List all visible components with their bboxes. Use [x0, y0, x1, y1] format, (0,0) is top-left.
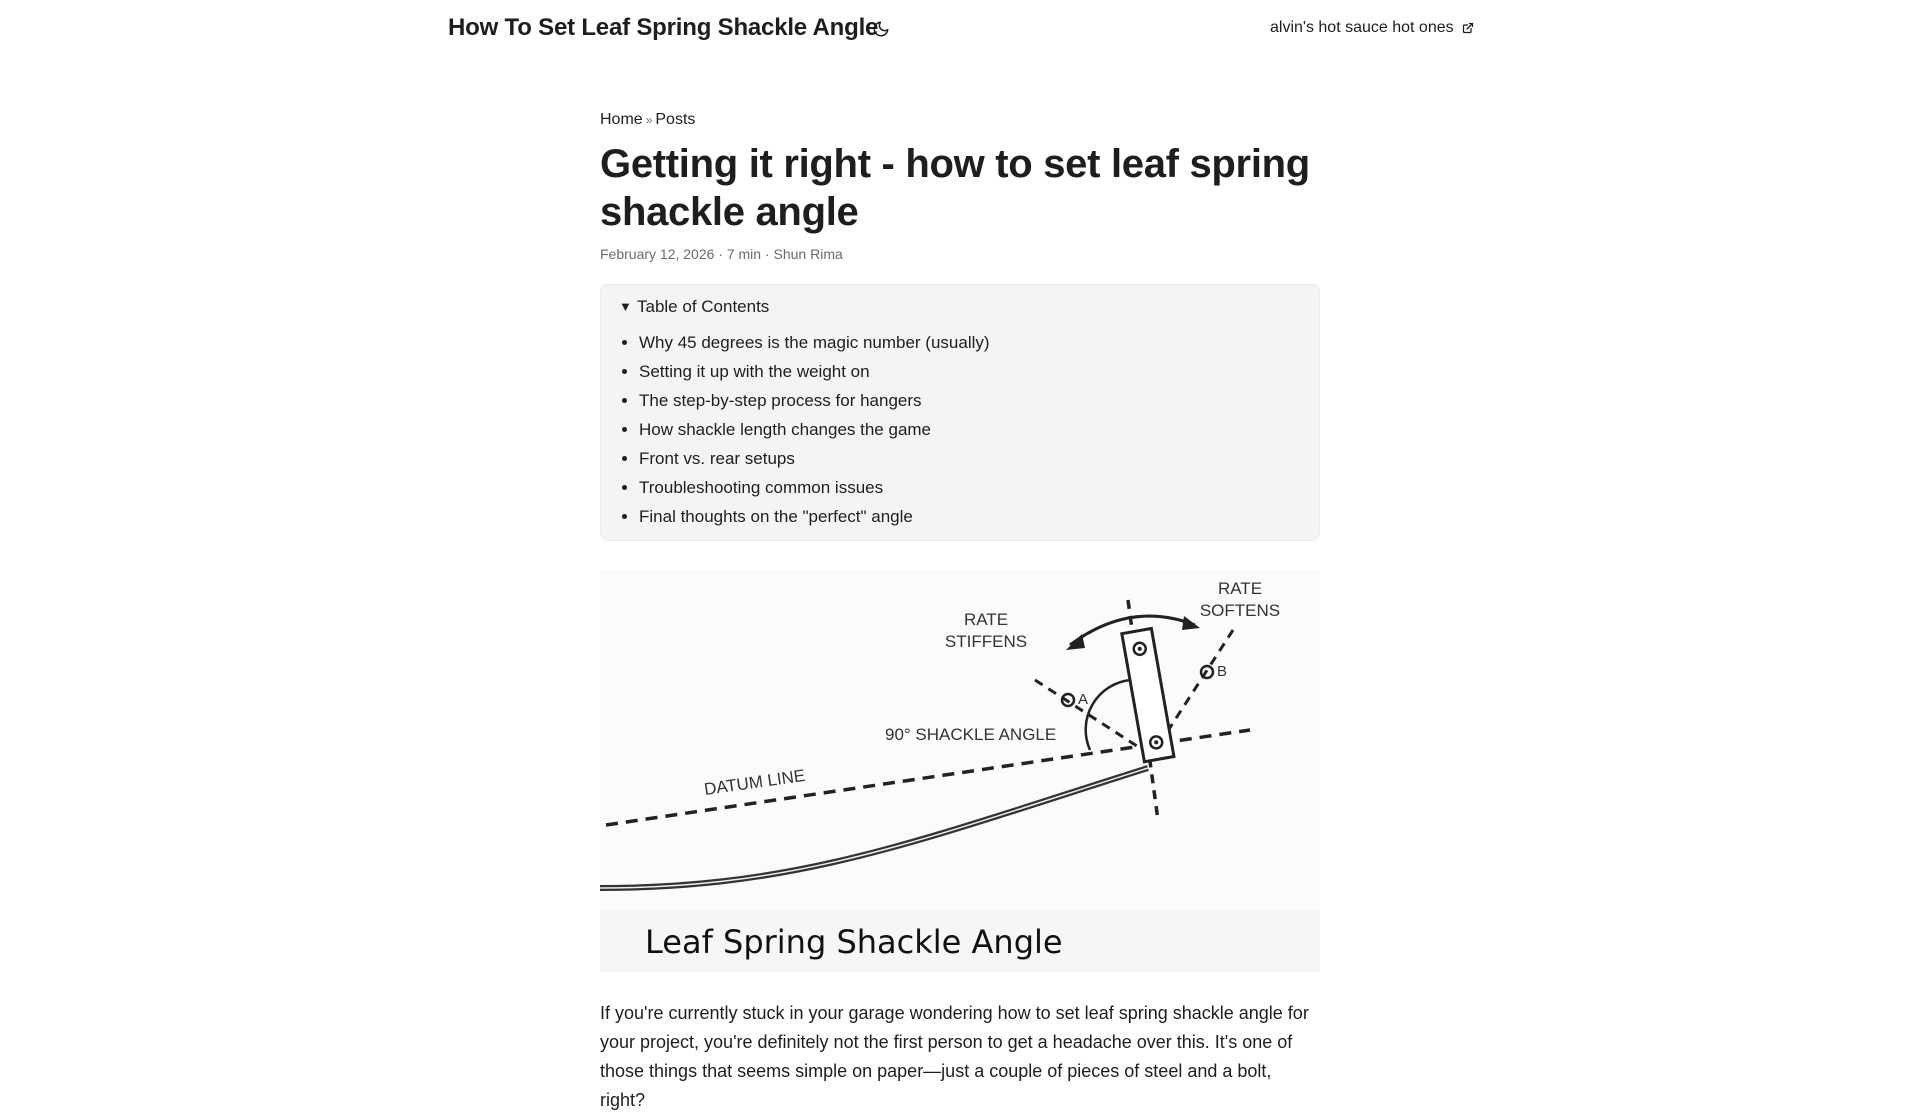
toc-link-shackle-length[interactable]: How shackle length changes the game [639, 420, 932, 439]
diagram-label-rate-stiffens-2: STIFFENS [944, 632, 1028, 651]
toc-item [639, 386, 1301, 415]
post-main [600, 108, 1320, 1115]
toc-item [639, 502, 1301, 531]
toc-link-step-by-step[interactable]: The step-by-step process for hangers [639, 391, 922, 410]
site-header [0, 0, 1920, 60]
table-of-contents [600, 284, 1320, 541]
diagram-label-rate-stiffens-1: RATE [963, 610, 1009, 629]
diagram-label-shackle-angle: 90° SHACKLE ANGLE [885, 725, 1057, 744]
diagram-label-a: A [1078, 691, 1089, 708]
breadcrumb-home[interactable]: Home [600, 111, 643, 128]
site-title-link[interactable]: How To Set Leaf Spring Shackle Angle [448, 14, 879, 41]
toc-link-magic-number[interactable]: Why 45 degrees is the magic number (usually) [639, 333, 990, 352]
post-content [600, 999, 1320, 1115]
toc-toggle[interactable] [619, 295, 1301, 319]
toc-link-weight-on[interactable]: Setting it up with the weight on [639, 362, 870, 381]
diagram-label-b: B [1217, 663, 1228, 680]
diagram-caption: Leaf Spring Shackle Angle [645, 923, 1063, 961]
toc-item [639, 328, 1301, 357]
toc-item [639, 473, 1301, 502]
toc-item [639, 415, 1301, 444]
shackle-angle-diagram [600, 570, 1320, 972]
diagram-label-rate-softens-1: RATE [1217, 579, 1263, 598]
external-link-hot-sauce[interactable] [1270, 19, 1474, 37]
breadcrumb-posts[interactable]: Posts [655, 111, 696, 128]
diagram-label-rate-softens-2: SOFTENS [1199, 601, 1281, 620]
triangle-down-icon: ▼ [619, 299, 632, 314]
paragraph: If you're currently stuck in your garage wondering how to set leaf spring shackle angle for your project, you're definitely not the first person to get a headache over this. It's one of those things that seems simple on paper—just a couple of pieces of steel and a bolt, right? [600, 1003, 1309, 1110]
external-link-icon [1462, 22, 1474, 34]
post-meta: February 12, 2026 · 7 min · Shun Rima [600, 246, 843, 262]
toc-title: Table of Contents [637, 297, 770, 316]
external-link-label: alvin's hot sauce hot ones [1270, 19, 1454, 36]
toc-link-final-thoughts[interactable]: Final thoughts on the "perfect" angle [639, 507, 913, 526]
moon-icon [872, 20, 890, 38]
toc-item [639, 357, 1301, 386]
breadcrumb [600, 108, 1320, 132]
diagram-graphic [600, 570, 1320, 972]
toc-link-troubleshooting[interactable]: Troubleshooting common issues [639, 478, 884, 497]
theme-toggle-button[interactable] [870, 18, 892, 40]
diagram-label-datum-line: DATUM LINE [702, 765, 807, 799]
toc-list [619, 328, 1301, 531]
toc-link-front-vs-rear[interactable]: Front vs. rear setups [639, 449, 795, 468]
breadcrumb-separator: » [645, 113, 653, 127]
post-title: Getting it right - how to set leaf spring shackle angle [600, 142, 1310, 234]
toc-item [639, 444, 1301, 473]
